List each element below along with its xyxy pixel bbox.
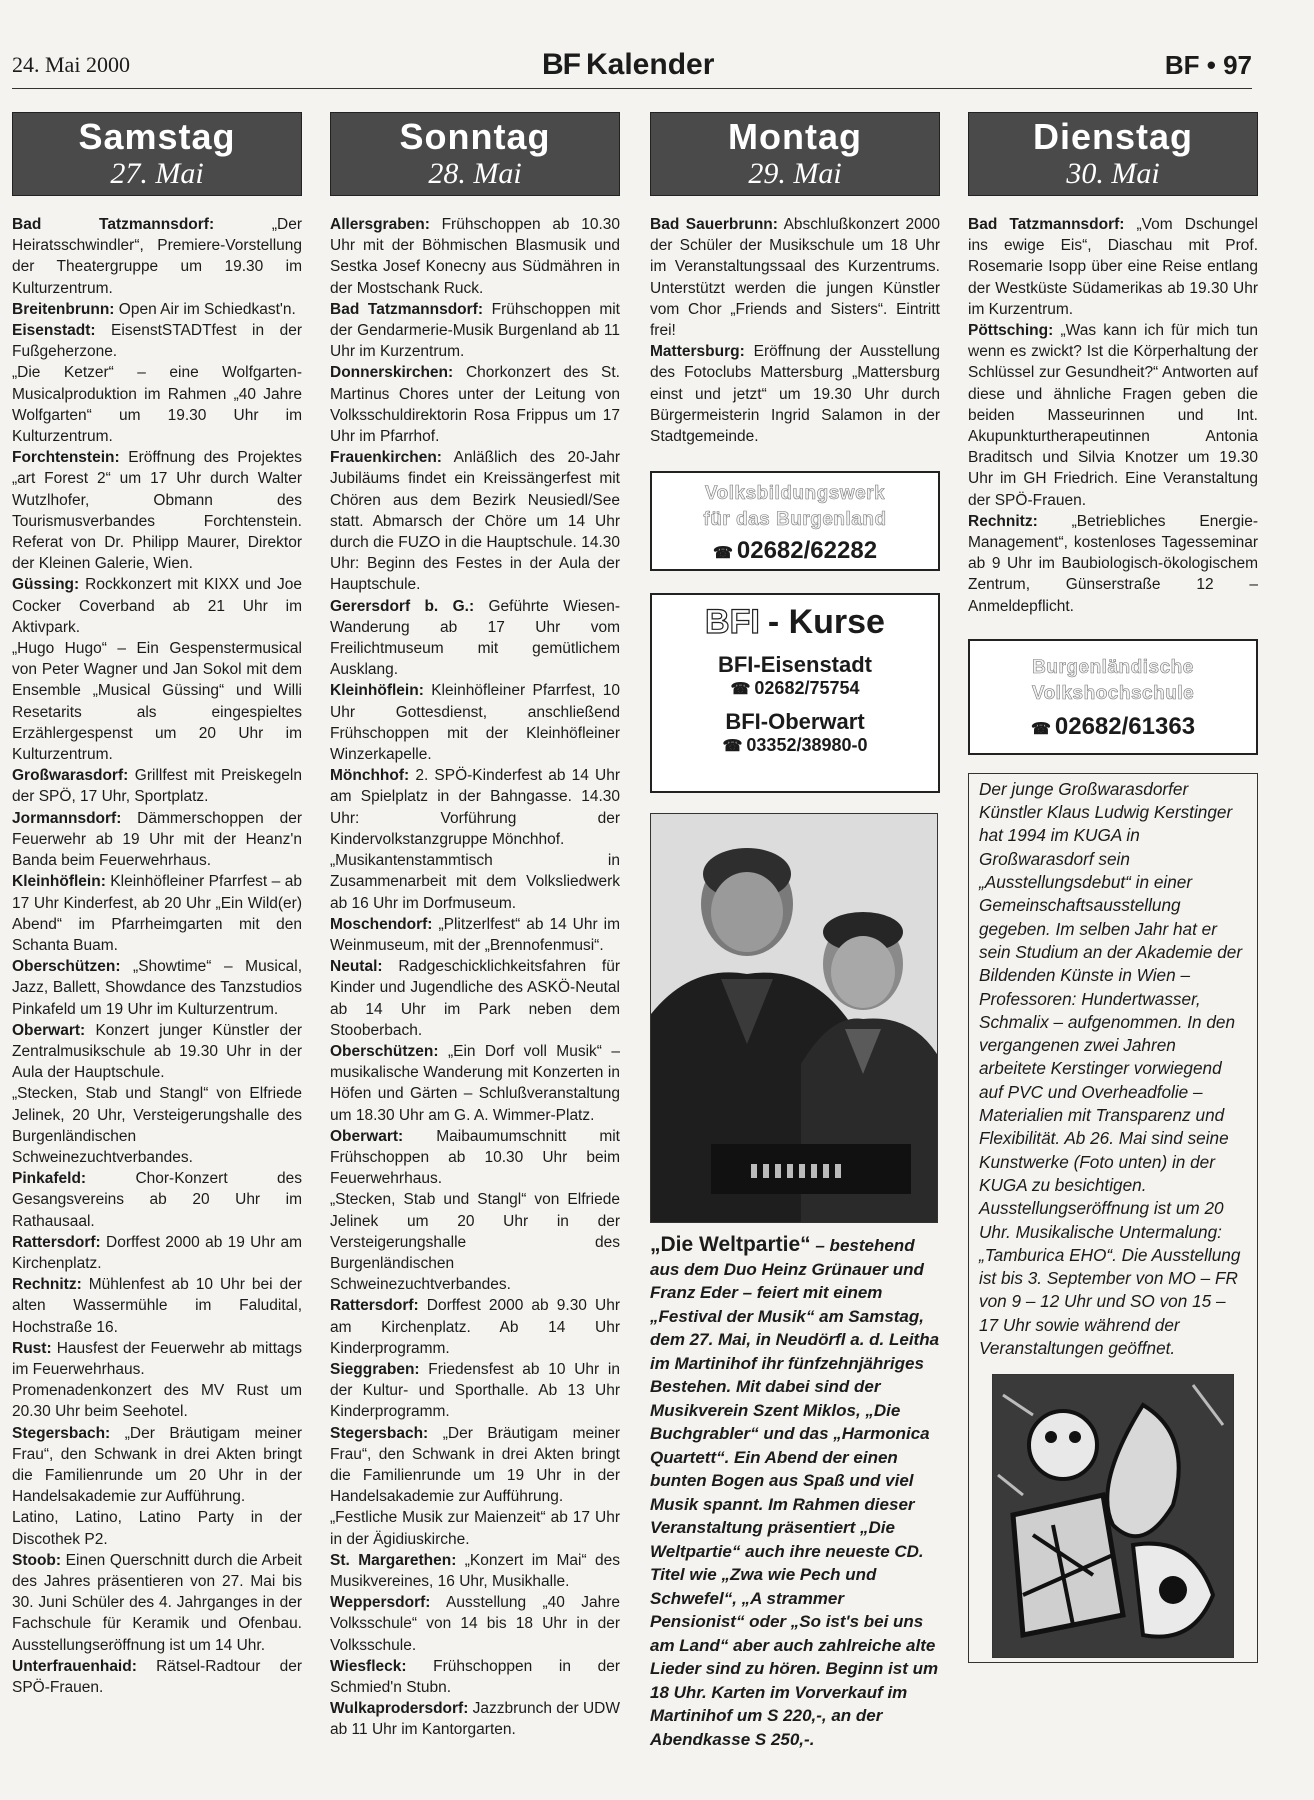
kerstinger-text: Der junge Großwarasdorfer Künstler Klaus Ludwig Kerstinger hat 1994 im KUGA in Großwarasdorf sein „Ausstellungsdebut“ in einer Gemeinschaftsausstellung gegeben. Im selben Jahr hat er sein Studium an der Akademie der Bildenden Künste in Wien – Professoren: Hundertwasser, Schmalix – aufgenommen. In den vergangenen zwei Jahren arbeitete Kerstinger vorwiegend auf PVC und Overheadfolie – Materialien mit Transparenz und Flexibilität. Ab 26. Mai sind seine Kunstwerke (Foto unten) in der KUGA zu besichtigen. Ausstellungseröffnung ist um 20 Uhr. Musikalische Untermalung: „Tamburica EHO“. Die Ausstellung ist bis 3. September von MO – FR von 9 – 12 Uhr und SO von 15 – 17 Uhr sowie während der Veranstaltungen geöffnet. <box>979 778 1243 1358</box>
event-description: Open Air im Schiedkast'n. <box>114 300 296 318</box>
event-location: Pöttsching: <box>968 322 1054 340</box>
column-dienstag <box>968 112 1258 1663</box>
event-description: Chor-Konzert des Gesangsvereins ab 20 Uhr im Rathausaal. <box>12 1170 302 1230</box>
event-location: Großwarasdorf: <box>12 767 129 785</box>
event-entry <box>330 680 620 765</box>
event-description: Dorffest 2000 ab 9.30 Uhr am Kirchenplatz. Ab 14 Uhr Kinderprogramm. <box>330 1297 620 1357</box>
event-location: Stegersbach: <box>330 1424 429 1442</box>
event-location: Güssing: <box>12 576 80 594</box>
event-location: Moschendorf: <box>330 915 433 933</box>
event-description: „Stecken, Stab und Stangl“ von Elfriede Jelinek um 20 Uhr in der Versteigerungshalle des Burgenländischen Schweinezuchtverbandes. <box>330 1191 620 1294</box>
event-description: Kleinhöfleiner Pfarrfest, 10 Uhr Gottesdienst, anschließend Frühschoppen mit der Kleinhöfleiner Winzerkapelle. <box>330 682 620 764</box>
ad-bfi-kurse <box>650 593 940 793</box>
event-description: Dorffest 2000 ab 19 Uhr am Kirchenplatz. <box>12 1233 302 1272</box>
event-entry <box>330 1126 620 1190</box>
event-entry <box>330 1041 620 1126</box>
event-location: Forchtenstein: <box>12 449 120 467</box>
column-sonntag <box>330 112 620 1741</box>
event-description: Einen Querschnitt durch die Arbeit des Jahres präsentieren von 27. Mai bis 30. Juni Schüler des 4. Jahrganges in der Fachschule für Keramik und Ofenbau. Ausstellungseröffnung ist um 14 Uhr. <box>12 1551 302 1654</box>
event-entry <box>12 214 302 299</box>
ad-phone: ☎ 03352/38980-0 <box>722 735 868 756</box>
masthead <box>12 48 1252 89</box>
event-description: Jazzbrunch der UDW ab 11 Uhr im Kantorgarten. <box>330 1700 620 1739</box>
event-location: Neutal: <box>330 958 383 976</box>
event-location: Rust: <box>12 1339 52 1357</box>
event-list <box>12 214 302 1698</box>
event-description: Frühschoppen ab 10.30 Uhr mit der Böhmischen Blasmusik und Sestka Josef Konecny aus Südmähren in der Mostschank Ruck. <box>330 216 620 297</box>
page-number: BF • 97 <box>1164 50 1252 80</box>
event-location: Mönchhof: <box>330 767 410 785</box>
event-entry <box>12 362 302 447</box>
ad-phone: ☎ 02682/62282 <box>712 537 878 565</box>
event-description: Rätsel-Radtour der SPÖ-Frauen. <box>12 1657 302 1697</box>
event-description: „Der Bräutigam meiner Frau“, den Schwank in drei Akten bringt die Familienrunde um 20 Uhr in der Handelsakademie zur Aufführung. <box>12 1424 302 1506</box>
event-location: Weppersdorf: <box>330 1594 431 1612</box>
event-description: Radgeschicklichkeitsfahren für Kinder und Jugendliche des ASKÖ-Neutal ab 14 Uhr im Park neben dem Stooberbach. <box>330 958 620 1039</box>
event-entry <box>330 1359 620 1423</box>
event-location: Oberwart: <box>12 1021 86 1039</box>
event-description: „Konzert im Mai“ des Musikvereines, 16 Uhr, Musikhalle. <box>330 1551 620 1590</box>
event-description: Latino, Latino, Latino Party in der Discothek P2. <box>12 1509 302 1548</box>
event-location: Unterfrauenhaid: <box>12 1657 137 1675</box>
event-entry <box>12 1232 302 1274</box>
event-description: „Festliche Musik zur Maienzeit“ ab 17 Uhr in der Ägidiuskirche. <box>330 1509 620 1548</box>
ad-line: Volksbildungswerk <box>704 483 886 505</box>
event-entry <box>650 214 940 341</box>
event-location: Donnerskirchen: <box>330 364 454 382</box>
caption-lead: „Die Weltpartie“ <box>650 1233 811 1257</box>
event-description: Eröffnung des Projektes „art Forest 2“ um 17 Uhr durch Walter Wutzlhofer, Obmann des Tourismusverbandes Forchtenstein. Referat von Dr. Philipp Maurer, Direktor der Kleinen Galerie, Wien. <box>12 449 302 573</box>
event-description: „Was kann ich für mich tun wenn es zwickt? Ist die Körperhaltung der Schlüssel zur Gesundheit?“ Antworten auf diese und ähnliche Fragen geben die beiden Masseurinnen und Int. Akupunkturtherapeutinnen Antonia Braditsch und Silvia Knotzer um 19.30 Uhr im GH Friedrich. Eine Veranstaltung der SPÖ-Frauen. <box>968 322 1258 509</box>
event-description: Dämmerschoppen der Feuerwehr ab 19 Uhr mit der Heanz'n Banda beim Feuerwehrhaus. <box>12 809 302 870</box>
event-description: Frühschoppen mit der Gendarmerie-Musik Burgenland ab 11 Uhr im Kurzentrum. <box>330 300 620 361</box>
event-entry <box>12 1083 302 1168</box>
ad-title: BFI - Kurse <box>705 603 885 642</box>
event-location: Kleinhöflein: <box>12 873 106 891</box>
event-entry <box>12 956 302 1020</box>
event-description: „Plitzerlfest“ ab 14 Uhr im Weinmuseum, mit der „Brennofenmusi“. <box>330 915 620 954</box>
day-date: 27. Mai <box>110 157 204 190</box>
event-list <box>330 214 620 1741</box>
event-description: Friedensfest ab 10 Uhr in der Kultur- und Sporthalle. Ab 13 Uhr Kinderprogramm. <box>330 1360 620 1421</box>
event-entry <box>650 341 940 447</box>
telephone-icon: ☎ <box>712 545 733 563</box>
event-location: Kleinhöflein: <box>330 682 424 700</box>
event-location: Gerersdorf b. G.: <box>330 597 475 615</box>
event-entry <box>12 1168 302 1232</box>
event-entry <box>12 808 302 872</box>
event-location: Rechnitz: <box>968 512 1038 530</box>
event-description: „Musikantenstammtisch in Zusammenarbeit mit dem Volksliedwerk ab 16 Uhr im Dorfmuseum. <box>330 852 620 912</box>
event-entry <box>12 447 302 574</box>
event-entry <box>12 299 302 320</box>
event-description: Kleinhöfleiner Pfarrfest – ab 17 Uhr Kinderfest, ab 20 Uhr „Ein Wild(er) Abend“ im Pfarrheimgarten mit den Schanta Buam. <box>12 873 302 954</box>
event-location: Wulkaprodersdorf: <box>330 1700 469 1718</box>
telephone-icon: ☎ <box>1030 720 1051 738</box>
ad-phone: ☎ 02682/61363 <box>1030 712 1196 740</box>
event-location: Rattersdorf: <box>12 1233 101 1251</box>
event-location: Bad Tatzmannsdorf: <box>330 300 483 318</box>
event-entry <box>330 596 620 681</box>
event-description: „Betriebliches Energie-Management“, kostenloses Tagesseminar ab 9 Uhr im Baubiologisch-ökologischem Zentrum, Günserstraße 12 – Anmeldepflicht. <box>968 512 1258 615</box>
kerstinger-box <box>968 773 1258 1663</box>
weltpartie-photo <box>650 813 938 1223</box>
event-location: Bad Sauerbrunn: <box>650 216 778 233</box>
event-description: Frühschoppen in der Schmied'n Stubn. <box>330 1657 620 1697</box>
event-location: Stoob: <box>12 1551 62 1569</box>
event-location: Eisenstadt: <box>12 322 96 340</box>
event-entry <box>12 1423 302 1508</box>
event-description: „Hugo Hugo“ – Ein Gespenstermusical von Peter Wagner und Jan Sokol mit dem Ensemble „Musical Güssing“ und Willi Resetarits als eingespieltes Erzählergespenst um 20 Uhr im Kulturzentrum. <box>12 640 302 764</box>
bfi-logo: BFI <box>705 603 760 642</box>
artwork-illustration <box>993 1375 1233 1657</box>
event-location: Oberschützen: <box>12 958 121 976</box>
event-description: „Der Bräutigam meiner Frau“, den Schwank in drei Akten bringt die Familienrunde um 19 Uhr in der Handelsakademie zur Aufführung. <box>330 1424 620 1506</box>
event-entry <box>330 1189 620 1295</box>
event-entry <box>330 1698 620 1740</box>
event-entry <box>330 1423 620 1508</box>
event-entry <box>12 871 302 956</box>
event-description: „Die Ketzer“ – eine Wolfgarten-Musicalproduktion im Rahmen „40 Jahre Wolfgarten“ um 19.30 Uhr im Kulturzentrum. <box>12 364 302 446</box>
day-header <box>968 112 1258 196</box>
event-description: Ausstellung „40 Jahre Volksschule“ von 14 bis 18 Uhr in der Volksschule. <box>330 1594 620 1654</box>
event-entry <box>330 765 620 850</box>
event-description: „Showtime“ – Musical, Jazz, Ballett, Showdance des Tanzstudios Pinkafeld um 19 Uhr im Kulturzentrum. <box>12 958 302 1018</box>
event-entry <box>330 1656 620 1698</box>
event-entry <box>12 1338 302 1380</box>
issue-date: 24. Mai 2000 <box>12 52 130 77</box>
day-name: Sonntag <box>399 116 551 157</box>
day-name: Dienstag <box>1032 116 1194 157</box>
event-location: Rechnitz: <box>12 1276 82 1294</box>
section-title <box>542 48 714 82</box>
event-description: EisenstSTADTfest in der Fußgeherzone. <box>12 322 302 361</box>
event-description: Eröffnung der Ausstellung des Fotoclubs Mattersburg „Mattersburg einst und jetzt“ um 19.30 Uhr durch Bürgermeisterin Ingrid Salamon in der Stadtgemeinde. <box>650 343 940 446</box>
event-location: Bad Tatzmannsdorf: <box>12 216 215 233</box>
event-entry <box>12 1020 302 1084</box>
column-samstag <box>12 112 302 1698</box>
event-location: Allersgraben: <box>330 216 430 233</box>
event-entry <box>12 1274 302 1338</box>
event-location: Wiesfleck: <box>330 1657 407 1675</box>
event-entry <box>330 362 620 447</box>
event-list <box>968 214 1258 617</box>
event-location: Mattersburg: <box>650 343 745 361</box>
event-entry <box>330 914 620 956</box>
event-entry <box>12 765 302 807</box>
event-entry <box>968 320 1258 511</box>
ad-line: Burgenländische <box>1032 656 1194 678</box>
weltpartie-caption <box>650 1233 940 1751</box>
event-location: Jormannsdorf: <box>12 809 122 827</box>
event-location: St. Margarethen: <box>330 1551 457 1569</box>
event-location: Oberschützen: <box>330 1042 439 1060</box>
event-entry <box>330 956 620 1041</box>
telephone-icon: ☎ <box>730 681 751 699</box>
event-entry <box>968 214 1258 320</box>
event-location: Rattersdorf: <box>330 1297 419 1315</box>
ad-volkshochschule <box>968 639 1258 755</box>
event-entry <box>330 850 620 914</box>
day-name: Samstag <box>78 116 236 157</box>
event-description: „Stecken, Stab und Stangl“ von Elfriede Jelinek, 20 Uhr, Versteigerungshalle des Burgenländischen Schweinezuchtverbandes. <box>12 1085 302 1166</box>
day-date: 28. Mai <box>428 157 522 190</box>
event-description: Rockkonzert mit KIXX und Joe Cocker Coverband ab 21 Uhr im Aktivpark. <box>12 576 302 636</box>
event-location: Sieggraben: <box>330 1360 420 1378</box>
day-header <box>330 112 620 196</box>
event-description: Mühlenfest ab 10 Uhr bei der alten Wassermühle im Faludital, Hochstraße 16. <box>12 1276 302 1336</box>
duo-photo-illustration <box>651 814 937 1222</box>
event-entry <box>330 1592 620 1656</box>
day-header <box>650 112 940 196</box>
event-entry <box>330 1507 620 1549</box>
event-description: Chorkonzert des St. Martinus Chores unter der Leitung von Volksschuldirektorin Rosa Frippus um 17 Uhr im Pfarrhof. <box>330 364 620 446</box>
artwork-photo <box>992 1374 1234 1658</box>
event-description: Hausfest der Feuerwehr ab mittags im Feuerwehrhaus. <box>12 1339 302 1378</box>
event-entry <box>12 638 302 765</box>
event-description: „Vom Dschungel ins ewige Eis“, Diaschau mit Prof. Rosemarie Isopp über eine Reise entlang der Westküste Südamerikas ab 19.30 Uhr im Kurzentrum. <box>968 216 1258 318</box>
event-entry <box>12 1380 302 1422</box>
event-description: Geführte Wiesen-Wanderung ab 17 Uhr vom Freilichtmuseum mit gemütlichem Ausklang. <box>330 597 620 679</box>
ad-office: BFI-Oberwart <box>725 709 865 735</box>
event-entry <box>330 214 620 299</box>
event-entry <box>330 1295 620 1359</box>
day-header <box>12 112 302 196</box>
event-description: „Der Heiratsschwindler“, Premiere-Vorstellung der Theatergruppe um 19.30 im Kulturzentrum. <box>12 216 302 297</box>
event-description: „Ein Dorf voll Musik“ – musikalische Wanderung mit Konzerten in Höfen und Gärten – Schlußveranstaltung um 18.30 Uhr am G. A. Wimmer-Platz. <box>330 1042 620 1124</box>
event-entry <box>12 1550 302 1656</box>
event-location: Stegersbach: <box>12 1424 111 1442</box>
day-date: 30. Mai <box>1066 157 1160 190</box>
ad-phone: ☎ 02682/75754 <box>730 678 860 699</box>
event-location: Oberwart: <box>330 1127 404 1145</box>
event-entry <box>12 320 302 362</box>
event-location: Bad Tatzmannsdorf: <box>968 216 1125 233</box>
brand-logo: BF <box>542 48 580 81</box>
caption-text: – bestehend aus dem Duo Heinz Grünauer und Franz Eder – feiert mit einem „Festival der Musik“ am Samstag, dem 27. Mai, in Neudörfl a. d. Leitha im Martinihof ihr fünfzehnjähriges Bestehen. Mit dabei sind der Musikverein Szent Miklos, „Die Buchgrabler“ und das „Harmonica Quartett“. Ein Abend der einen bunten Bogen aus Spaß und viel Musik spannt. Im Rahmen dieser Veranstaltung präsentiert „Die Weltpartie“ auch ihre neueste CD. Titel wie „Zwa wie Pech und Schwefel“, „A strammer Pensionist“ oder „So ist's bei uns am Land“ aber auch zahlreiche alte Lieder sind zu hören. Beginn ist um 18 Uhr. Karten im Vorverkauf im Martinihof um S 220,-, an der Abendkasse S 250,-. <box>650 1236 940 1749</box>
day-date: 29. Mai <box>748 157 842 190</box>
event-description: Anläßlich des 20-Jahr Jubiläums findet ein Kreissängerfest mit Chören aus dem Bezirk Neusiedl/See statt. Abmarsch der Chöre um 14 Uhr durch die FUZO in die Hauptschule. 14.30 Uhr: Beginn des Festes in der Aula der Hauptschule. <box>330 449 620 594</box>
event-description: Maibaumumschnitt mit Frühschoppen ab 10.30 Uhr beim Feuerwehrhaus. <box>330 1127 620 1188</box>
event-description: Konzert junger Künstler der Zentralmusikschule ab 19.30 Uhr in der Aula der Hauptschule. <box>12 1021 302 1082</box>
event-location: Breitenbrunn: <box>12 300 115 318</box>
event-entry <box>12 1507 302 1549</box>
event-entry <box>12 1656 302 1698</box>
event-entry <box>330 299 620 363</box>
event-description: Abschlußkonzert 2000 der Schüler der Musikschule um 18 Uhr im Veranstaltungssaal des Kurzentrums. Unterstützt werden die jungen Künstler vom Chor „Friends and Sisters“. Eintritt frei! <box>650 216 941 340</box>
event-location: Pinkafeld: <box>12 1170 87 1188</box>
event-description: Grillfest mit Preiskegeln der SPÖ, 17 Uhr, Sportplatz. <box>12 767 302 806</box>
ad-line: Volkshochschule <box>1031 682 1195 704</box>
event-list <box>650 214 940 447</box>
column-montag <box>650 112 940 1751</box>
event-location: Frauenkirchen: <box>330 449 442 467</box>
section-name: Kalender <box>586 48 715 81</box>
ad-volksbildungswerk <box>650 471 940 571</box>
event-entry <box>330 1550 620 1592</box>
ad-office: BFI-Eisenstadt <box>717 652 873 678</box>
event-entry <box>330 447 620 595</box>
event-description: Promenadenkonzert des MV Rust um 20.30 Uhr beim Seehotel. <box>12 1382 302 1421</box>
event-description: 2. SPÖ-Kinderfest ab 14 Uhr am Spielplatz in der Bahngasse. 14.30 Uhr: Vorführung der Kindervolkstanzgruppe Mönchhof. <box>330 767 620 848</box>
telephone-icon: ☎ <box>722 738 743 756</box>
event-entry <box>12 574 302 638</box>
ad-line: für das Burgenland <box>703 509 887 531</box>
event-entry <box>968 511 1258 617</box>
day-name: Montag <box>728 116 862 157</box>
